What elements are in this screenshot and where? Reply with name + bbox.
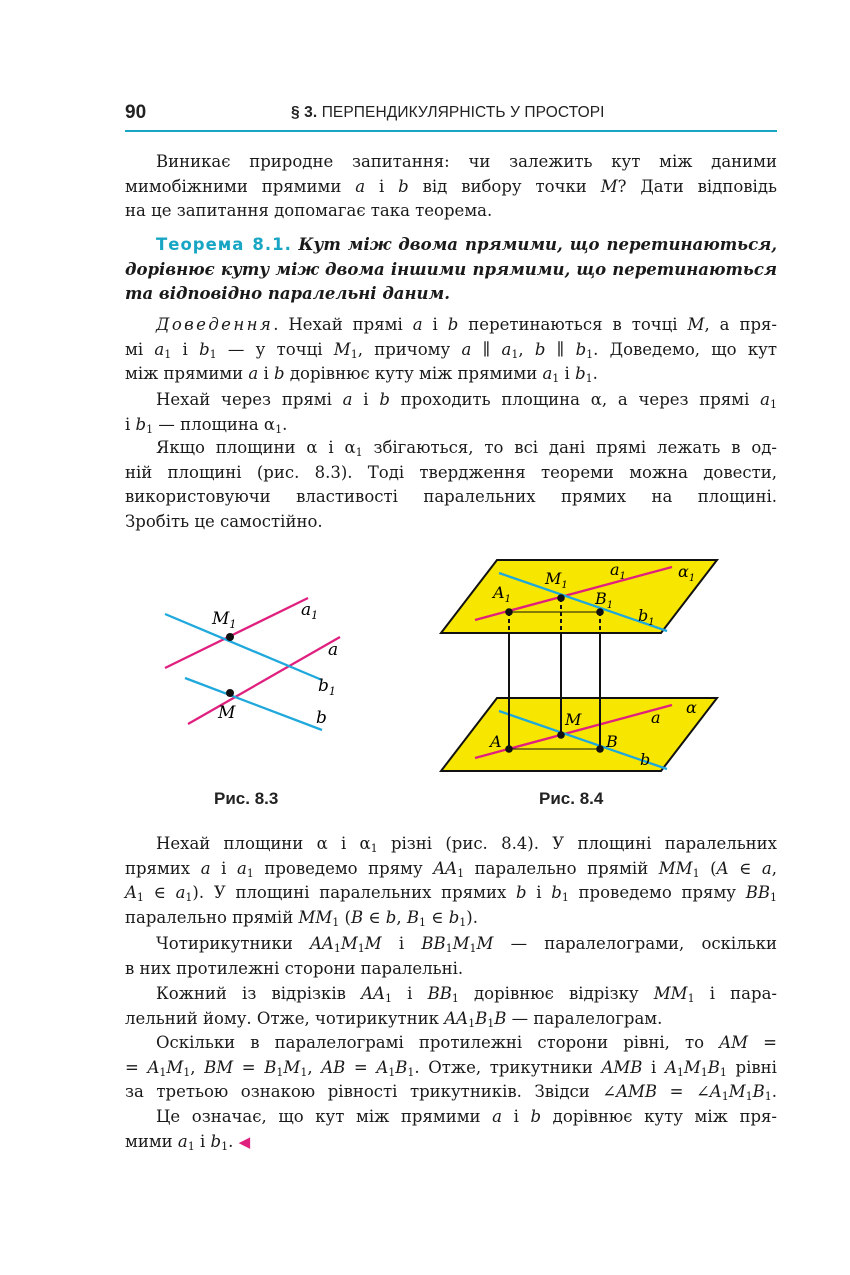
svg-text:b1: $b_1$ [638, 606, 655, 628]
proof-paragraph: Доведення. Нехай прямі a і b перетинаються в точці M, а пря- мі $a_1$ і $b_1$ — у точці $M_1$, причому a ∥ $a_1$, b ∥ $b_1$. Доведемо, що кут між прямими a і b дорівнює куту між прямими $a_1$ і $b_1$. [125, 315, 777, 385]
figure-8-3 [150, 590, 365, 740]
svg-text:A1: $A_1$ [493, 583, 511, 605]
svg-text:b: b [316, 708, 327, 728]
segments-paragraph: Кожний із відрізків $AA_1$ і $BB_1$ дорівнює відрізку $MM_1$ і пара- лельний йому. Отже, чотирикутник $AA_1B_1B$ — паралелограм. [125, 984, 777, 1030]
svg-text:M1: $M_1$ [212, 609, 237, 631]
svg-text:a: a [328, 640, 339, 660]
section-title: § 3. ПЕРПЕНДИКУЛЯРНІСТЬ У ПРОСТОРІ [291, 104, 605, 121]
plane-alpha1 [441, 560, 717, 633]
svg-text:a1: $a_1$ [301, 600, 319, 622]
running-header [125, 96, 777, 132]
planes-paragraph: Нехай через прямі a і b проходить площина α, а через прямі $a_1$ і $b_1$ — площина $\alpha_1$. [125, 390, 777, 436]
svg-text:A: A [490, 732, 502, 751]
theorem-8-1: Теорема 8.1. Кут між двома прямими, що перетинаються, дорівнює куту між двома іншими прямими, що перетинаються та відповідно паралельні даним. [125, 235, 777, 303]
figure-8-4 [435, 555, 725, 775]
conclusion-paragraph: Це означає, що кут між прямими a і b дорівнює куту між пря- мими $a_1$ і $b_1$. ◀ [125, 1107, 777, 1153]
point-M [226, 689, 234, 697]
svg-text:α: α [686, 698, 697, 717]
svg-text:b1: $b_1$ [318, 676, 336, 698]
svg-text:M: M [218, 703, 236, 723]
end-of-proof-icon: ◀ [238, 1132, 251, 1151]
svg-text:M: M [565, 710, 582, 729]
plane-alpha [441, 698, 717, 771]
page-number: 90 [125, 102, 147, 123]
line-b1 [165, 614, 322, 680]
line-a1 [165, 598, 308, 668]
triangles-paragraph: Оскільки в паралелограмі протилежні сторони рівні, то AM = = $A_1M_1$, BM = $B_1M_1$, AB = $A_1B_1$. Отже, трикутники AMB і $A_1M_1B_1$ рівні за третьою ознакою рівності трикутників. Звідси ∠AMB = $\angle A_1M_1B_1$. [125, 1033, 778, 1103]
svg-text:B1: $B_1$ [595, 589, 614, 611]
distinct-planes-paragraph: Нехай площини α і $\alpha_1$ різні (рис. 8.4). У площині паралельних прямих a і $a_1$ проведемо пряму $AA_1$ паралельно прямій $MM_1$ (A ∈ a, $A_1$ ∈ $a_1$). У площині паралельних прямих b і $b_1$ проведемо пряму $BB_1$ паралельно прямій $MM_1$ (B ∈ b, $B_1$ ∈ $b_1$). [125, 834, 777, 929]
svg-text:B: B [606, 732, 618, 751]
svg-text:a: a [651, 708, 661, 727]
figure-8-3-caption: Рис. 8.3 [214, 789, 279, 808]
coincide-paragraph: Якщо площини α і $\alpha_1$ збігаються, то всі дані прямі лежать в од- ній площині (рис. 8.3). Тоді твердження теореми можна довести, використовуючи властивості паралельних прямих на площині. Зробіть це самостійно. [125, 438, 777, 531]
intro-paragraph: Виникає природне запитання: чи залежить кут між даними мимобіжними прямими a і b від вибору точки M? Дати відповідь на це запитання допомагає така теорема. [125, 152, 777, 220]
svg-text:a1: $a_1$ [610, 560, 626, 582]
point-M1 [226, 633, 234, 641]
figure-8-4-caption: Рис. 8.4 [539, 789, 604, 808]
parallelograms-paragraph: Чотирикутники $AA_1M_1M$ і $BB_1M_1M$ — паралелограми, оскільки в них протилежні сторони паралельні. [125, 934, 777, 978]
svg-text:α1: $\alpha_1$ [678, 562, 696, 584]
svg-text:M1: $M_1$ [545, 569, 568, 591]
svg-text:b: b [640, 750, 651, 769]
